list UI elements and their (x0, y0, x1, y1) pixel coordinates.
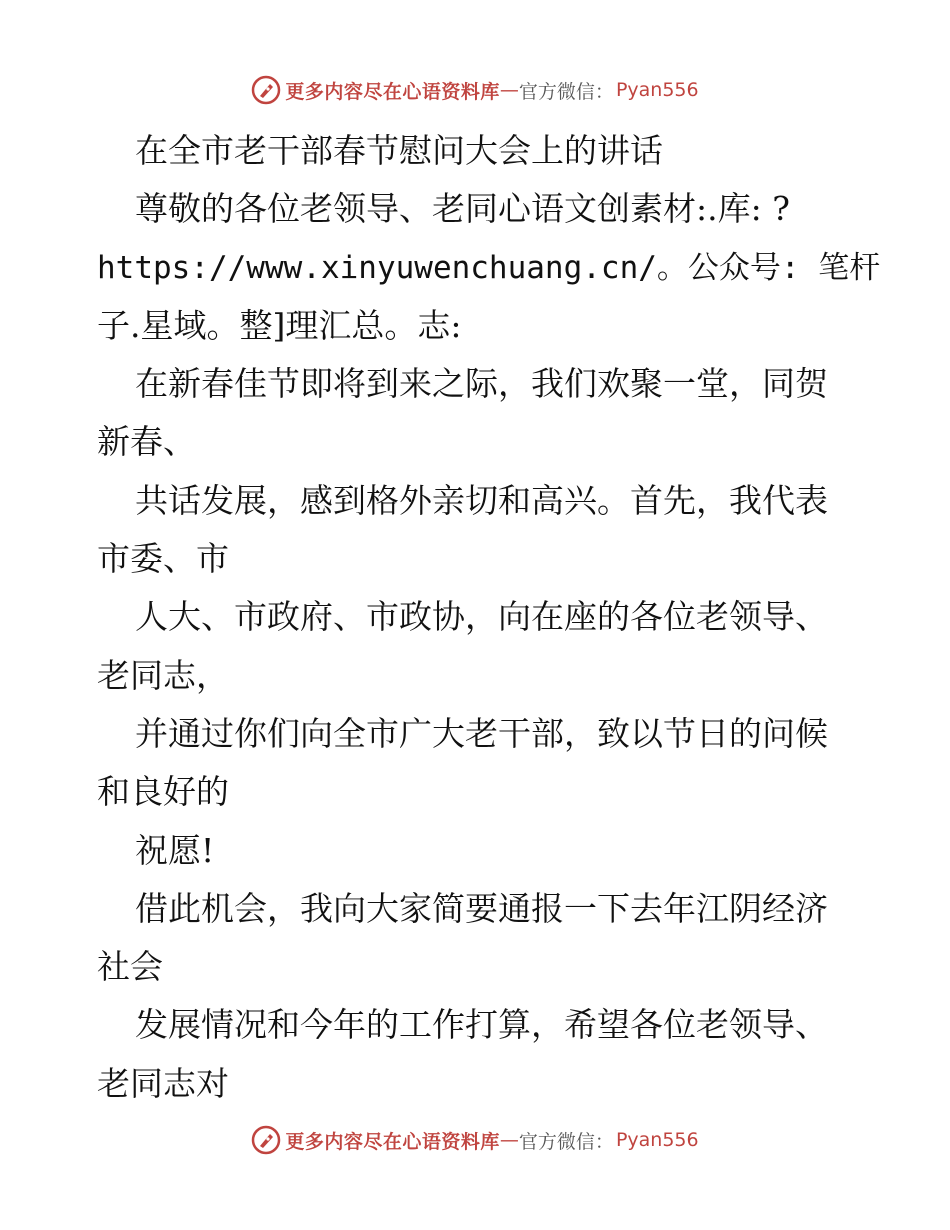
text-line-url: https://www.xinyuwenchuang.cn/。公众号: 笔杆 (97, 249, 881, 286)
text-line: 人大、市政府、市政协，向在座的各位老领导、 (135, 597, 828, 637)
banner-promo-text: 更多内容尽在心语资料库 (285, 1130, 500, 1153)
banner-dash: — (499, 1129, 519, 1151)
text-line: 共话发展，感到格外亲切和高兴。首先，我代表 (135, 480, 828, 520)
text-line: 市委、市 (97, 539, 229, 579)
text-line: 并通过你们向全市广大老干部，致以节日的问候 (135, 713, 828, 753)
banner-wechat-id: Pyan556 (615, 1129, 699, 1151)
banner-wechat-id: Pyan556 (615, 79, 699, 101)
text-line: 新春、 (97, 422, 196, 462)
document-body (97, 122, 881, 1113)
pen-nib-logo-icon (251, 1125, 281, 1155)
banner-promo-text: 更多内容尽在心语资料库 (285, 80, 500, 103)
text-line: 老同志对 (97, 1063, 229, 1103)
text-line: 老同志， (97, 655, 229, 695)
text-line: 祝愿! (135, 830, 215, 870)
banner-wechat-label: 官方微信： (518, 80, 614, 103)
text-line: 子.星域。整]理汇总。志: (97, 305, 462, 345)
banner-wechat-label: 官方微信： (518, 1130, 614, 1153)
text-line: 社会 (97, 947, 163, 987)
text-line: 尊敬的各位老领导、老同心语文创素材:.库: ? (135, 189, 790, 229)
document-title: 在全市老干部春节慰问大会上的讲话 (135, 131, 663, 170)
footer-banner (0, 1120, 950, 1160)
banner-dash: — (499, 79, 519, 101)
header-banner (0, 70, 950, 110)
pen-nib-logo-icon (251, 75, 281, 105)
text-line: 借此机会，我向大家简要通报一下去年江阴经济 (135, 888, 828, 928)
text-line: 在新春佳节即将到来之际，我们欢聚一堂，同贺 (135, 364, 828, 404)
text-line: 和良好的 (97, 772, 229, 812)
text-line: 发展情况和今年的工作打算，希望各位老领导、 (135, 1005, 828, 1045)
